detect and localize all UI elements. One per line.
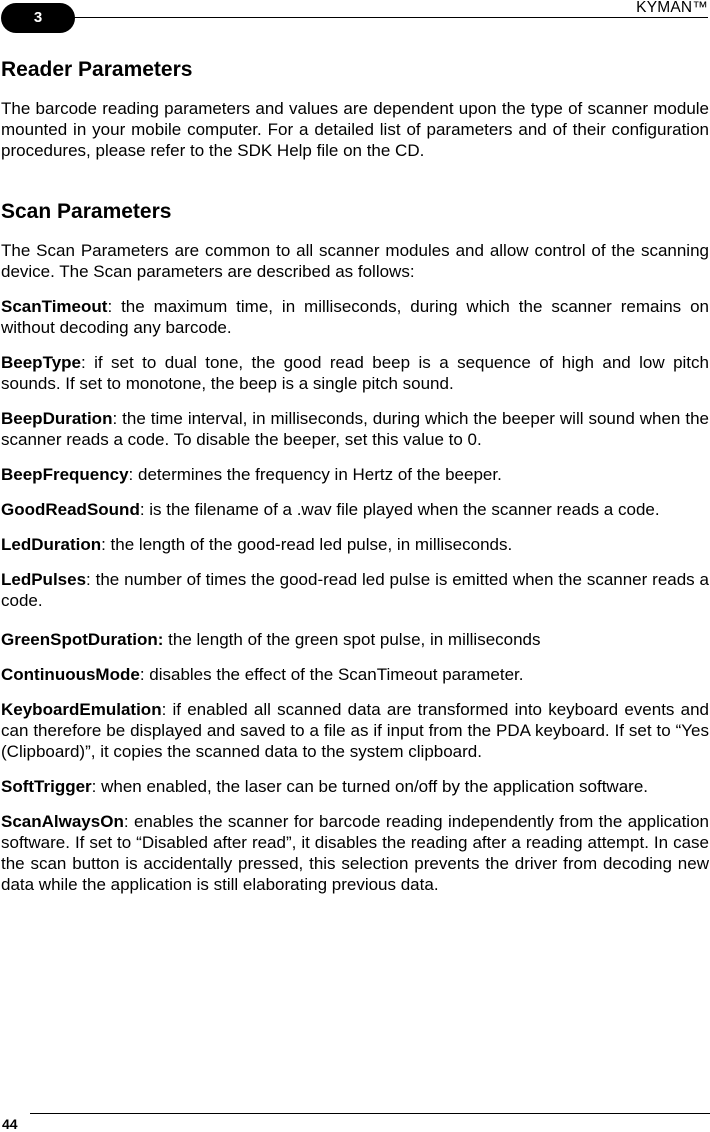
param-keyboard-emulation xyxy=(1,699,709,762)
param-name: GreenSpotDuration: xyxy=(1,630,164,649)
param-name: BeepType xyxy=(1,353,81,372)
param-name: ScanTimeout xyxy=(1,297,108,316)
page-content xyxy=(1,56,709,895)
param-description: : enables the scanner for barcode reading independently from the application software. If set to “Disabled after read”, it disables the reading after a reading attempt. In case the scan button is accidentally pressed, this selection prevents the driver from decoding new data while the application is still elaborating previous data. xyxy=(1,812,709,894)
param-description: : the maximum time, in milliseconds, during which the scanner remains on without decoding any barcode. xyxy=(1,297,709,337)
param-name: GoodReadSound xyxy=(1,500,140,519)
param-description: : disables the effect of the ScanTimeout parameter. xyxy=(139,665,524,684)
page-number: 44 xyxy=(2,1116,18,1132)
param-scan-always-on xyxy=(1,811,709,895)
param-description: : when enabled, the laser can be turned on/off by the application software. xyxy=(91,777,649,796)
param-beep-duration xyxy=(1,408,709,450)
param-name: BeepFrequency xyxy=(1,465,129,484)
param-name: KeyboardEmulation xyxy=(1,700,162,719)
scan-parameters-intro: The Scan Parameters are common to all scanner modules and allow control of the scanning device. The Scan parameters are described as follows: xyxy=(1,241,709,281)
reader-parameters-text: The barcode reading parameters and values are dependent upon the type of scanner module mounted in your mobile computer. For a detailed list of parameters and of their configuration procedures, please refer to the SDK Help file on the CD. xyxy=(1,99,709,160)
section-title-reader-parameters: Reader Parameters xyxy=(1,58,193,81)
param-continuous-mode xyxy=(1,664,709,685)
param-description: : the number of times the good-read led pulse is emitted when the scanner reads a code. xyxy=(1,570,709,610)
param-beep-type xyxy=(1,352,709,394)
param-led-duration xyxy=(1,534,709,555)
param-soft-trigger xyxy=(1,776,709,797)
param-description: : is the filename of a .wav file played when the scanner reads a code. xyxy=(139,500,660,519)
footer-rule xyxy=(30,1113,710,1114)
chapter-badge: 3 xyxy=(1,3,75,33)
param-led-pulses xyxy=(1,569,709,611)
param-name: LedPulses xyxy=(1,570,87,589)
section-title-scan-parameters: Scan Parameters xyxy=(1,200,172,223)
param-green-spot-duration xyxy=(1,629,709,650)
param-scan-timeout xyxy=(1,296,709,338)
param-description: : if set to dual tone, the good read beep is a sequence of high and low pitch sounds. If set to monotone, the beep is a single pitch sound. xyxy=(1,353,709,393)
param-good-read-sound xyxy=(1,499,709,520)
param-beep-frequency xyxy=(1,464,709,485)
param-description: : the time interval, in milliseconds, during which the beeper will sound when the scanner reads a code. To disable the beeper, set this value to 0. xyxy=(1,409,709,449)
brand-name: KYMAN™ xyxy=(636,0,708,16)
param-name: BeepDuration xyxy=(1,409,113,428)
param-description: : if enabled all scanned data are transformed into keyboard events and can therefore be displayed and saved to a file as if input from the PDA keyboard. If set to “Yes (Clipboard)”, it copies the scanned data to the system clipboard. xyxy=(1,700,709,761)
param-name: ScanAlwaysOn xyxy=(1,812,124,831)
header-rule xyxy=(8,17,708,18)
param-description: the length of the green spot pulse, in milliseconds xyxy=(163,630,541,649)
param-name: ContinuousMode xyxy=(1,665,140,684)
param-name: SoftTrigger xyxy=(1,777,92,796)
param-description: : the length of the good-read led pulse, in milliseconds. xyxy=(101,535,513,554)
param-name: LedDuration xyxy=(1,535,102,554)
param-description: : determines the frequency in Hertz of the beeper. xyxy=(128,465,502,484)
